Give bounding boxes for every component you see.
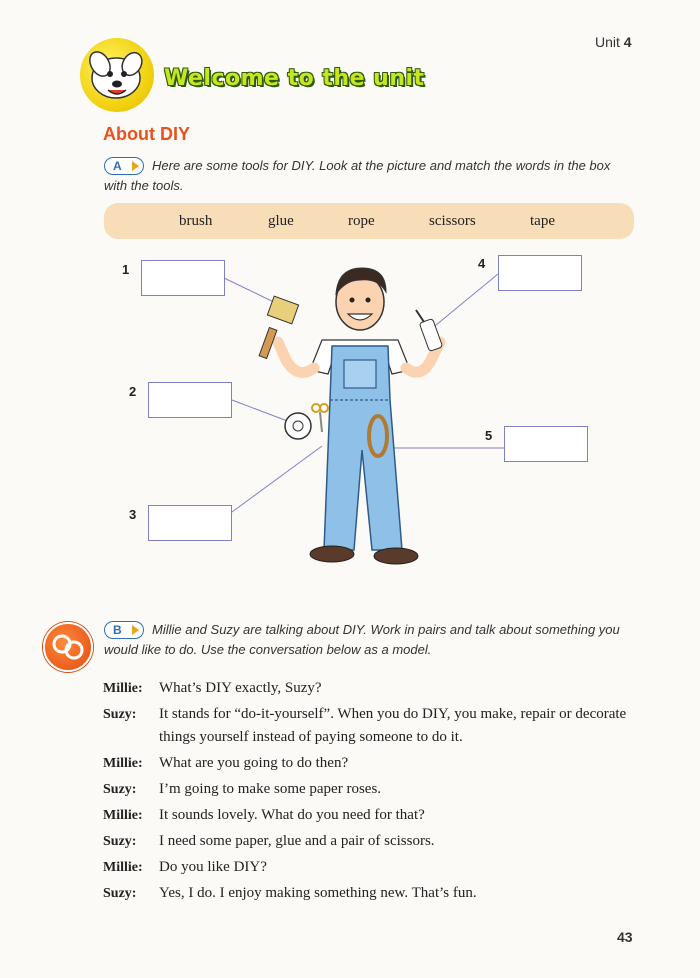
word-glue: glue <box>268 212 294 229</box>
speaker: Suzy: <box>103 782 137 797</box>
speaker: Suzy: <box>103 834 137 849</box>
word-tape: tape <box>530 212 555 229</box>
label-3: 3 <box>129 507 137 522</box>
unit-label-text: Unit <box>595 34 620 50</box>
speech-line: Do you like DIY? <box>159 859 267 875</box>
speaker: Millie: <box>103 860 143 875</box>
speech-line: What are you going to do then? <box>159 755 349 771</box>
speaker: Millie: <box>103 756 143 771</box>
speaker: Millie: <box>103 808 143 823</box>
conversation-row <box>103 804 643 827</box>
word-scissors: scissors <box>429 212 476 229</box>
mascot-dog-icon <box>80 38 154 112</box>
speech-line: It stands for “do-it-yourself”. When you do DIY, you make, repair or decorate things yourself instead of paying someone to do it. <box>159 706 627 745</box>
speech-line: What’s DIY exactly, Suzy? <box>159 680 322 696</box>
word-box <box>104 203 634 239</box>
speech-line: Yes, I do. I enjoy making something new. That’s fun. <box>159 885 477 901</box>
part-b-badge-letter: B <box>113 623 122 637</box>
label-2: 2 <box>129 384 137 399</box>
conversation-row <box>103 882 643 905</box>
answer-box-2[interactable] <box>148 382 232 418</box>
speech-line: It sounds lovely. What do you need for that? <box>159 807 425 823</box>
speaker: Suzy: <box>103 886 137 901</box>
page-title: Welcome to the unit <box>164 66 425 91</box>
unit-label <box>595 34 632 50</box>
word-brush: brush <box>179 212 213 229</box>
conversation-row <box>103 830 643 853</box>
speaker: Suzy: <box>103 707 137 722</box>
part-a-badge-letter: A <box>113 159 122 173</box>
label-1: 1 <box>122 262 130 277</box>
page-number: 43 <box>617 929 633 945</box>
label-5: 5 <box>485 428 493 443</box>
speech-line: I need some paper, glue and a pair of scissors. <box>159 833 435 849</box>
section-title: About DIY <box>103 124 190 144</box>
conversation <box>103 677 643 908</box>
speaker: Millie: <box>103 681 143 696</box>
conversation-row <box>103 752 643 775</box>
conversation-row <box>103 703 643 749</box>
conversation-row <box>103 677 643 700</box>
pair-work-icon <box>43 622 93 672</box>
answer-box-1[interactable] <box>141 260 225 296</box>
unit-number: 4 <box>623 34 632 50</box>
answer-box-4[interactable] <box>498 255 582 291</box>
conversation-row <box>103 778 643 801</box>
label-4: 4 <box>478 256 486 271</box>
word-rope: rope <box>348 212 375 229</box>
answer-box-3[interactable] <box>148 505 232 541</box>
conversation-row <box>103 856 643 879</box>
answer-box-5[interactable] <box>504 426 588 462</box>
speech-line: I’m going to make some paper roses. <box>159 781 382 797</box>
part-b-instruction: Millie and Suzy are talking about DIY. Work in pairs and talk about something you would like to do. Use the conversation below as a model. <box>104 622 620 657</box>
part-a-instruction: Here are some tools for DIY. Look at the picture and match the words in the box with the tools. <box>104 158 611 193</box>
